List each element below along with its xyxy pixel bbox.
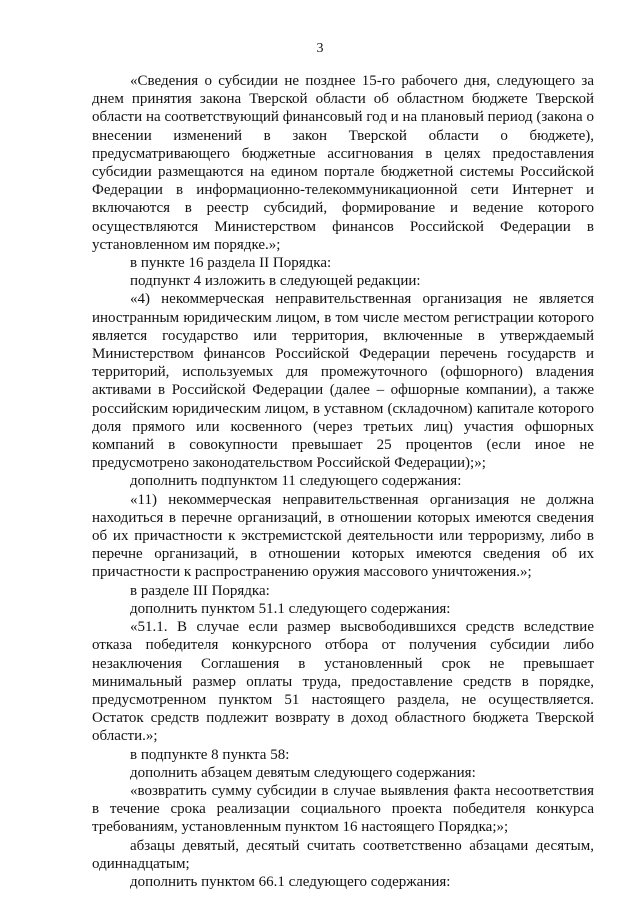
paragraph: подпункт 4 изложить в следующей редакции: <box>130 273 421 290</box>
paragraph: в разделе III Порядка: <box>130 582 270 599</box>
paragraph: дополнить подпунктом 11 следующего содержания: <box>130 473 462 490</box>
page-number: 3 <box>316 41 324 56</box>
paragraph: «51.1. В случае если размер высвободившихся средств вследствие отказа победителя конкурсного отбора от получения субсидии либо незаключения Соглашения в установленный срок не превышает минимальный размер оплаты труда, предоставление средств в порядке, предусмотренном пунктом 51 настоящего раздела, не осуществляется. Остаток средств подлежит возврату в доход областного бюджета Тверской области.»; <box>92 619 594 745</box>
paragraph: в подпункте 8 пункта 58: <box>130 746 290 763</box>
paragraph: «4) некоммерческая неправительственная организация не является иностранным юридическим лицом, в том числе местом регистрации которого является государство или территория, включенные в утверждаемый Министерством финансов Российской Федерации перечень государств и территорий, используемых для промежуточного (офшорного) владения активами в Российской Федерации (далее – офшорные компании), а также российским юридическим лицом, в уставном (складочном) капитале которого доля прямого или косвенного (через третьих лиц) участия офшорных компаний в совокупности превышает 25 процентов (если иное не предусмотрено законодательством Российской Федерации);»; <box>92 291 594 472</box>
paragraph: дополнить абзацем девятым следующего содержания: <box>130 764 476 781</box>
paragraph: дополнить пунктом 51.1 следующего содержания: <box>130 600 451 617</box>
paragraph: «11) некоммерческая неправительственная организация не должна находиться в перечне организаций, в отношении которых имеются сведения об их причастности к экстремистской деятельности или терроризму, либо в перечне организаций, в отношении которых имеются сведения об их причастности к распространению оружия массового уничтожения.»; <box>92 491 594 581</box>
paragraph: «Сведения о субсидии не позднее 15-го рабочего дня, следующего за днем принятия закона Тверской области об областном бюджете Тверской области на соответствующий финансовый год и на плановый период (закона о внесении изменений в закон Тверской области о бюджете), предусматривающего бюджетные ассигнования в целях предоставления субсидии размещаются на едином портале бюджетной системы Российской Федерации в информационно-телекоммуникационной сети Интернет и включаются в реестр субсидий, формирование и ведение которого осуществляются Министерством финансов Российской Федерации в установленном им порядке.»; <box>92 73 594 253</box>
document-body <box>92 72 594 891</box>
paragraph: «возвратить сумму субсидии в случае выявления факта несоответствия в течение срока реализации социального проекта победителя конкурса требованиям, установленным пунктом 16 настоящего Порядка;»; <box>92 782 594 836</box>
paragraph: в пункте 16 раздела II Порядка: <box>130 255 332 272</box>
paragraph: абзацы девятый, десятый считать соответственно абзацами десятым, одиннадцатым; <box>92 837 594 872</box>
paragraph: дополнить пунктом 66.1 следующего содержания: <box>130 873 451 890</box>
